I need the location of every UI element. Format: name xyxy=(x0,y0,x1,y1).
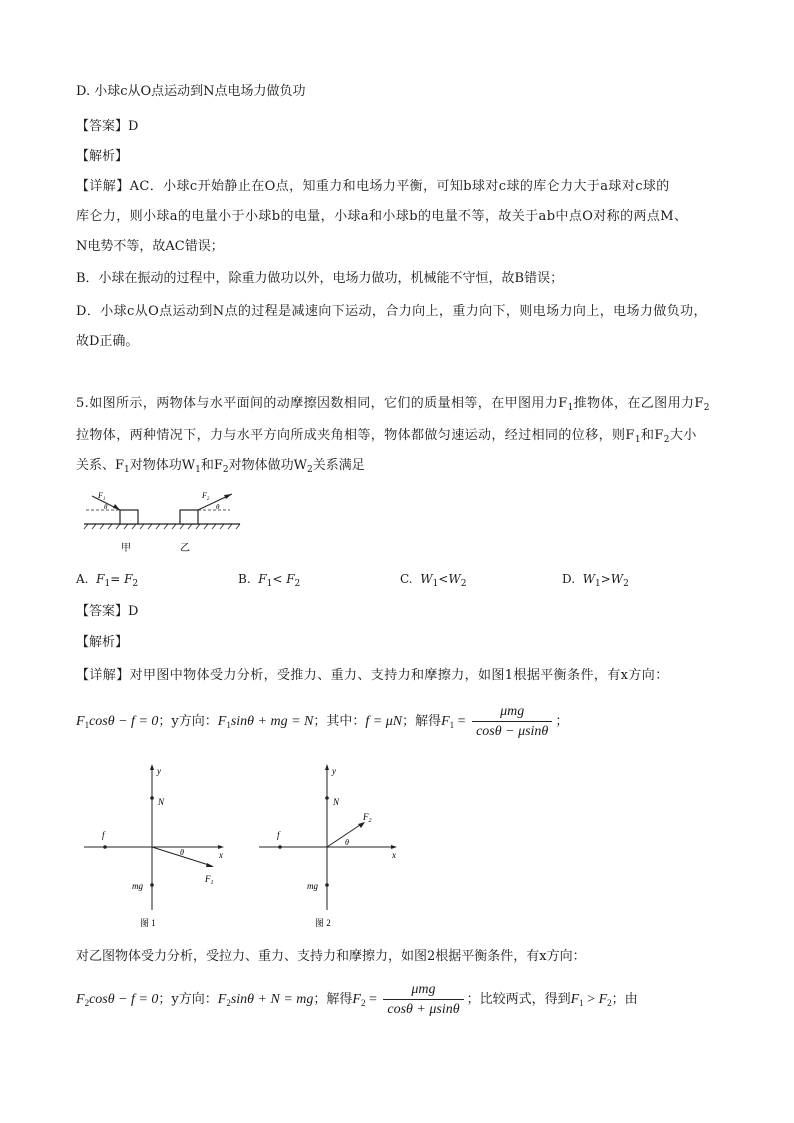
option-c: C. $W_1<W_2$ xyxy=(400,572,467,589)
question-5-line: 关系、$F_1$对物体功$W_1$和$F_2$对物体做功$W_2$关系满足 xyxy=(76,458,365,475)
label-theta: θ xyxy=(345,838,349,847)
prev-detail-line: 【详解】AC．小球c开始静止在O点，知重力和电场力平衡，可知b球对c球的库仑力大于a球对c球的 xyxy=(76,179,670,194)
prev-detail-line: N电势不等，故AC错误； xyxy=(76,239,224,254)
option-b: B. $F_1< F_2$ xyxy=(238,572,301,589)
arrow-head-icon xyxy=(358,822,365,828)
fraction-numerator: μmg xyxy=(383,981,463,1000)
axis-label-y: y xyxy=(332,766,336,776)
option-d: D. $W_1>W_2$ xyxy=(562,572,629,589)
force-n-marker xyxy=(325,796,329,800)
detail-line: 对乙图物体受力分析，受拉力、重力、支持力和摩擦力，如图2根据平衡条件，有x方向： xyxy=(76,949,586,964)
ground-hatching xyxy=(84,524,240,529)
label-n: N xyxy=(158,797,165,807)
analysis-heading: 【解析】 xyxy=(76,635,129,650)
label-theta-jia: θ xyxy=(104,503,108,511)
question-5-line: 5.如图所示，两物体与水平面间的动摩擦因数相同，它们的质量相等，在甲图用力$F_1$推物体，在乙图用力$F_2$ xyxy=(76,396,710,413)
arrow-head-icon xyxy=(224,494,232,499)
axis-label-x: x xyxy=(392,850,396,860)
prev-detail-line: 故D正确。 xyxy=(76,334,139,349)
equation-line-2: $F_2\cos\theta - f = 0$；y方向：$F_2\sin\theta + N$ = mg；解得$F_2$ = $\frac{\text{μmg}}{\cos\theta + \mu\sin\theta}$ ；比较两式，得到$F_1 > F_2$；由 xyxy=(76,982,638,1017)
label-mg: mg xyxy=(307,881,318,891)
arrow-head-icon xyxy=(206,863,214,867)
force-diagram-1 xyxy=(80,760,230,930)
label-f: f xyxy=(277,830,280,840)
label-f2: $F_2$ xyxy=(363,812,372,824)
force-diagram-2 xyxy=(255,760,405,930)
label-jia: 甲 xyxy=(121,543,131,554)
prev-detail-line: D．小球c从O点运动到N点的过程是减速向下运动，合力向上，重力向下，则电场力向上，电场力做负功， xyxy=(76,304,707,319)
fraction-denominator: cosθ + μsinθ xyxy=(387,1002,460,1017)
label-f2: $F_2$ xyxy=(202,491,210,502)
force-f-marker xyxy=(103,845,107,849)
force-mg-marker xyxy=(150,883,154,887)
equation-line-1: $F_1\cos\theta - f = 0$；y方向：$F_1\sin\theta$ + mg = N；其中：f = μN；解得$F_1$ = $\frac{\text{μmg}}{\cos\theta - \mu\sin\theta}$ ； xyxy=(76,704,569,739)
force-n-marker xyxy=(150,796,154,800)
question-figure xyxy=(80,488,250,558)
option-a: A. $F_1= F_2$ xyxy=(76,572,139,589)
arrow-head-icon xyxy=(218,845,224,849)
arrow-head-icon xyxy=(325,764,329,770)
force-f-marker xyxy=(278,845,282,849)
label-f1: $F_1$ xyxy=(98,491,106,502)
prev-option-d: D. 小球c从O点运动到N点电场力做负功 xyxy=(76,84,306,99)
arrow-head-icon xyxy=(391,845,397,849)
prev-detail-line: 库仑力，则小球a的电量小于小球b的电量，小球a和小球b的电量不等，故关于ab中点O对称的两点M、 xyxy=(76,209,688,224)
block-jia xyxy=(120,510,138,524)
prev-detail-line: B．小球在振动的过程中，除重力做功以外，电场力做功，机械能不守恒，故B错误； xyxy=(76,271,564,286)
arrow-head-icon xyxy=(113,504,120,510)
fraction-denominator: cosθ − μsinθ xyxy=(476,724,549,739)
force-mg-marker xyxy=(325,883,329,887)
answer: 【答案】D xyxy=(76,604,139,619)
arrow-head-icon xyxy=(150,764,154,770)
label-theta: θ xyxy=(180,848,184,857)
label-mg: mg xyxy=(132,881,143,891)
prev-analysis-heading: 【解析】 xyxy=(76,149,129,164)
axis-label-y: y xyxy=(157,766,161,776)
caption-figure-2: 图 2 xyxy=(315,918,331,928)
label-n: N xyxy=(333,797,340,807)
label-f1: $F_1$ xyxy=(205,874,214,886)
label-yi: 乙 xyxy=(180,543,190,554)
block-yi xyxy=(180,510,198,524)
caption-figure-1: 图 1 xyxy=(140,918,156,928)
question-5-line: 拉物体，两种情况下，力与水平方向所成夹角相等，物体都做匀速运动，经过相同的位移，则$F_1$和$F_2$大小 xyxy=(76,428,697,445)
label-theta-yi: θ xyxy=(216,503,220,511)
detail-line: 【详解】对甲图中物体受力分析，受推力、重力、支持力和摩擦力，如图1根据平衡条件，有x方向： xyxy=(76,668,669,683)
fraction-numerator: μmg xyxy=(472,703,552,722)
axis-label-x: x xyxy=(219,850,223,860)
label-f: f xyxy=(102,830,105,840)
prev-answer: 【答案】D xyxy=(76,119,139,134)
